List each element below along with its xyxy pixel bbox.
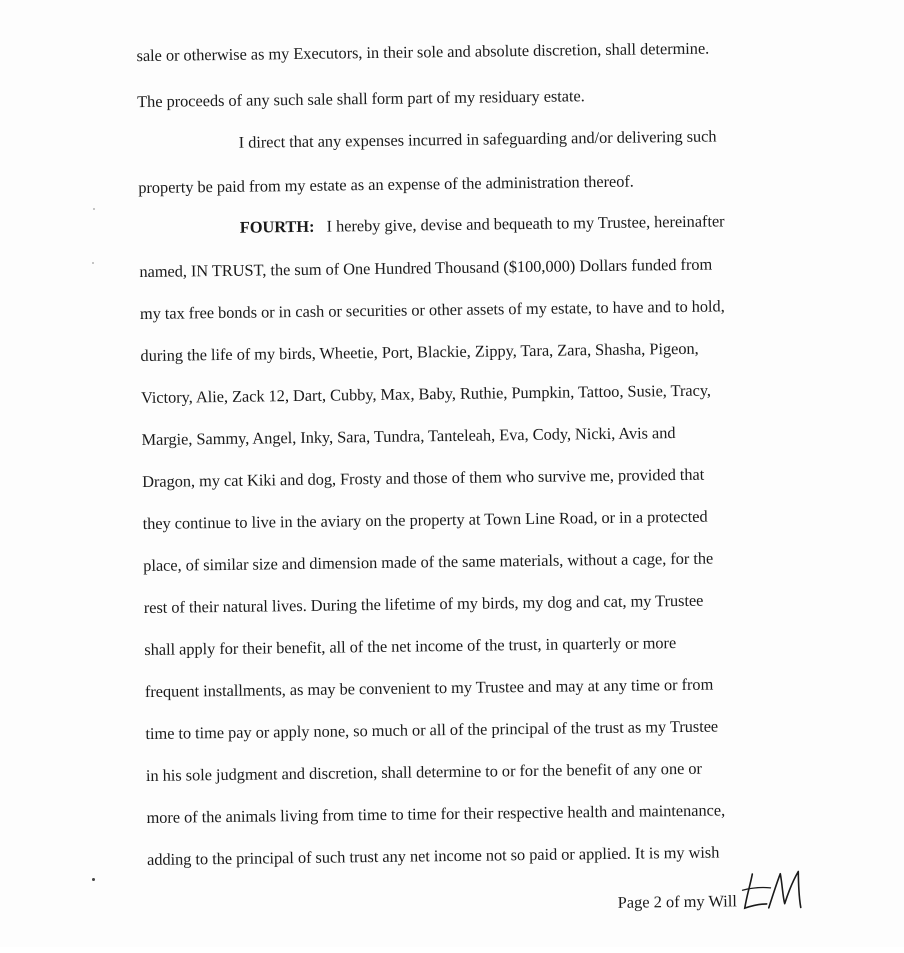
text-line: sale or otherwise as my Executors, in their sole and absolute discretion, shall determine.: [136, 38, 710, 66]
text-line: my tax free bonds or in cash or securities or other assets of my estate, to have and to hold,: [139, 296, 725, 324]
scan-speck: [92, 878, 95, 881]
text-line: place, of similar size and dimension made of the same materials, without a cage, for the: [143, 548, 714, 576]
fourth-paragraph-start: [240, 211, 725, 237]
text-line: rest of their natural lives. During the lifetime of my birds, my dog and cat, my Trustee: [143, 590, 704, 618]
page-footer: Page 2 of my Will: [617, 891, 738, 912]
section-heading: FOURTH:: [239, 216, 315, 237]
scan-speck: [92, 262, 94, 264]
text-line: time to time pay or apply none, so much or all of the principal of the trust as my Trustee: [145, 716, 719, 744]
text-line: The proceeds of any such sale shall form part of my residuary estate.: [137, 86, 585, 112]
text-line: I direct that any expenses incurred in safeguarding and/or delivering such: [238, 126, 717, 152]
scan-speck: [93, 208, 95, 210]
text-line: named, IN TRUST, the sum of One Hundred Thousand ($100,000) Dollars funded from: [139, 254, 713, 282]
text-line: Victory, Alie, Zack 12, Dart, Cubby, Max, Baby, Ruthie, Pumpkin, Tattoo, Susie, Tracy,: [140, 380, 712, 408]
handwritten-initials-icon: [740, 867, 807, 914]
text-line: in his sole judgment and discretion, shall determine to or for the benefit of any one or: [145, 758, 702, 786]
text-line: shall apply for their benefit, all of the net income of the trust, in quarterly or more: [144, 633, 677, 660]
text-line: during the life of my birds, Wheetie, Port, Blackie, Zippy, Tara, Zara, Shasha, Pigeon,: [140, 338, 699, 366]
text-line: Margie, Sammy, Angel, Inky, Sara, Tundra, Tanteleah, Eva, Cody, Nicki, Avis and: [141, 423, 676, 450]
text-line: they continue to live in the aviary on the property at Town Line Road, or in a protected: [142, 506, 708, 534]
text-line: frequent installments, as may be convenient to my Trustee and may at any time or from: [144, 674, 714, 702]
text-line: adding to the principal of such trust any net income not so paid or applied. It is my wish: [146, 842, 720, 869]
text-line: Dragon, my cat Kiki and dog, Frosty and those of them who survive me, provided that: [142, 464, 705, 492]
text-line: I hereby give, devise and bequeath to my Trustee, hereinafter: [326, 211, 725, 236]
text-line: property be paid from my estate as an expense of the administration thereof.: [138, 171, 634, 198]
text-line: more of the animals living from time to time for their respective health and maintenance,: [146, 800, 726, 828]
